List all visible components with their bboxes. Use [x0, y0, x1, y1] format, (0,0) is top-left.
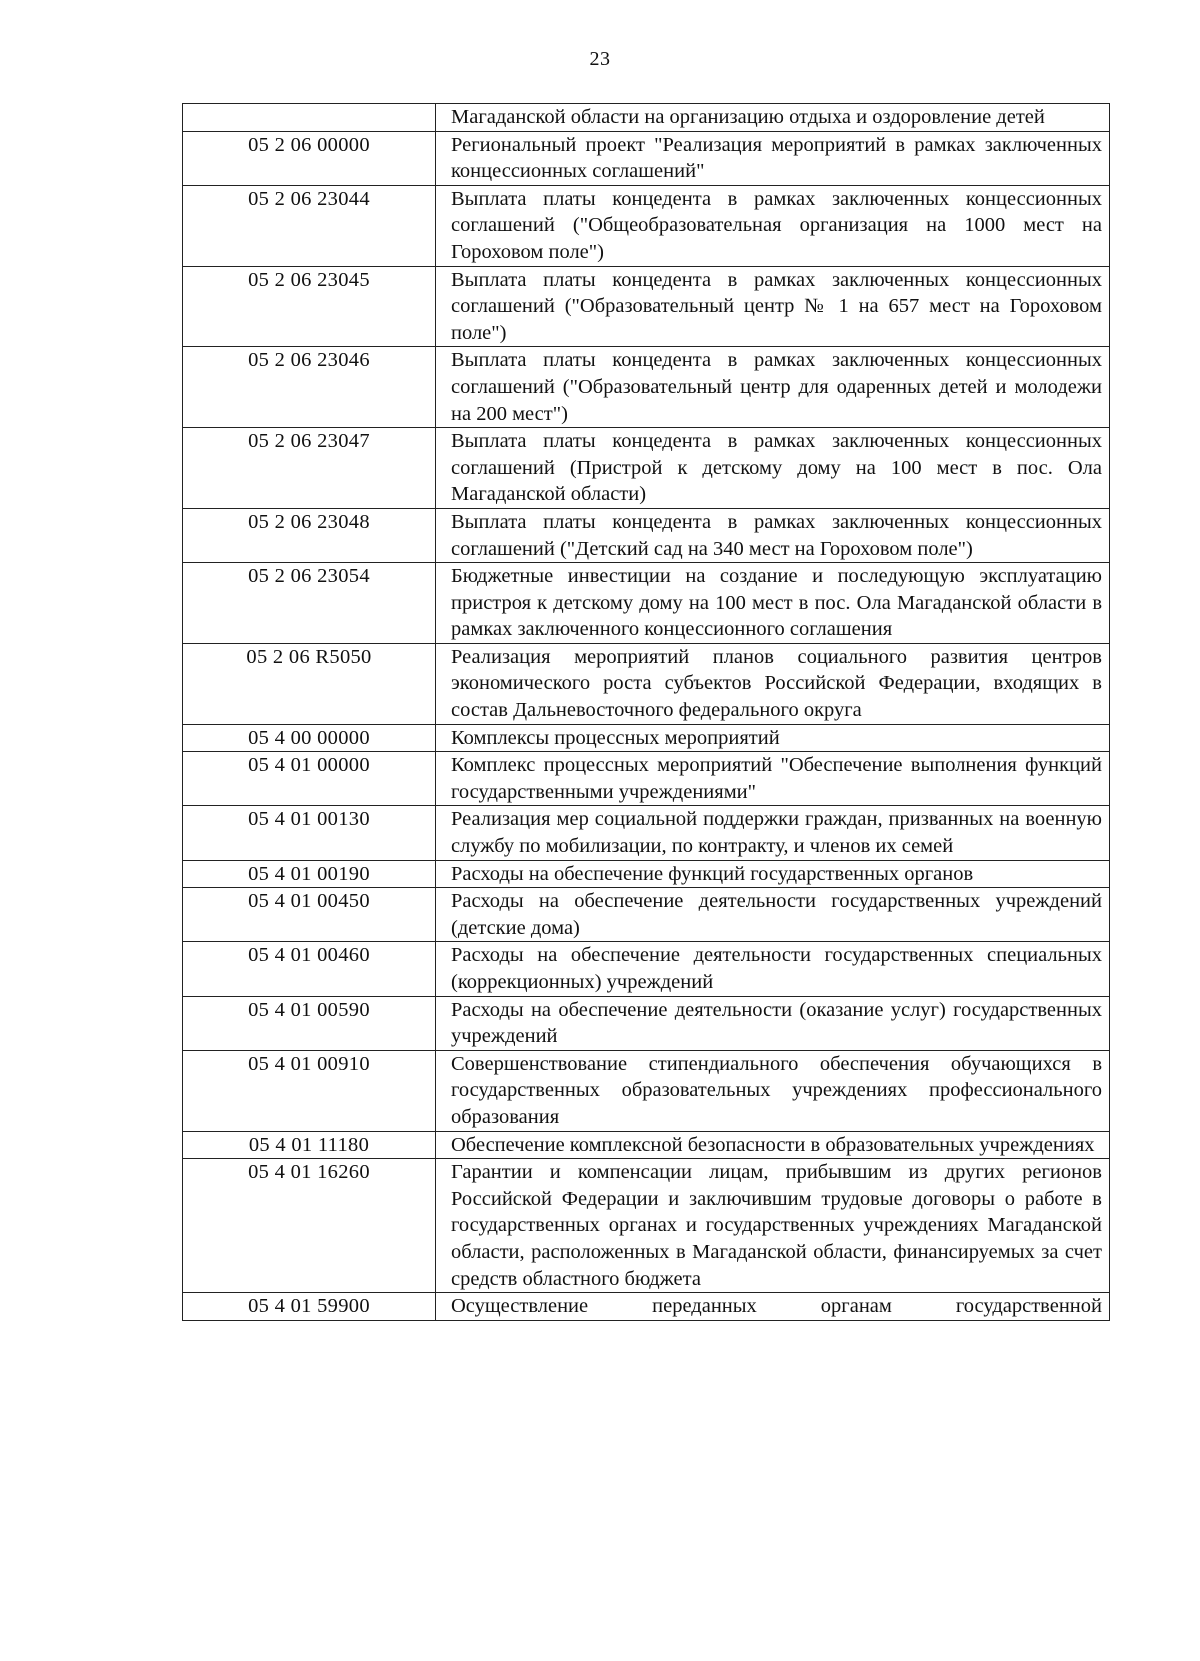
description-cell: Выплата платы концедента в рамках заключенных концессионных соглашений ("Образовательный центр № 1 на 657 мест на Гороховом поле") [436, 266, 1110, 347]
budget-classification-table [182, 103, 1110, 1321]
table-row [183, 996, 1110, 1050]
description-cell: Расходы на обеспечение функций государственных органов [436, 860, 1110, 888]
table-row [183, 724, 1110, 752]
code-cell: 05 4 01 16260 [183, 1159, 436, 1293]
code-cell: 05 2 06 00000 [183, 131, 436, 185]
code-cell: 05 2 06 R5050 [183, 643, 436, 724]
table-row [183, 185, 1110, 266]
description-cell: Расходы на обеспечение деятельности (оказание услуг) государственных учреждений [436, 996, 1110, 1050]
table-row [183, 1050, 1110, 1131]
table-row [183, 266, 1110, 347]
table-row [183, 1293, 1110, 1321]
table-row [183, 643, 1110, 724]
description-cell: Расходы на обеспечение деятельности государственных специальных (коррекционных) учреждений [436, 942, 1110, 996]
code-cell: 05 2 06 23044 [183, 185, 436, 266]
code-cell: 05 4 00 00000 [183, 724, 436, 752]
description-cell: Магаданской области на организацию отдыха и оздоровление детей [436, 104, 1110, 132]
code-cell: 05 4 01 00190 [183, 860, 436, 888]
description-cell: Выплата платы концедента в рамках заключенных концессионных соглашений (Пристрой к детскому дому на 100 мест в пос. Ола Магаданской области) [436, 428, 1110, 509]
table-row [183, 1159, 1110, 1293]
code-cell: 05 2 06 23045 [183, 266, 436, 347]
description-cell: Комплексы процессных мероприятий [436, 724, 1110, 752]
code-cell: 05 4 01 00130 [183, 806, 436, 860]
code-cell: 05 2 06 23048 [183, 508, 436, 562]
code-cell: 05 2 06 23046 [183, 347, 436, 428]
description-cell: Выплата платы концедента в рамках заключенных концессионных соглашений ("Образовательный центр для одаренных детей и молодежи на 200 мест") [436, 347, 1110, 428]
description-cell: Выплата платы концедента в рамках заключенных концессионных соглашений ("Общеобразовательная организация на 1000 мест на Гороховом поле") [436, 185, 1110, 266]
code-cell: 05 4 01 00590 [183, 996, 436, 1050]
table-row [183, 752, 1110, 806]
code-cell [183, 104, 436, 132]
description-cell: Комплекс процессных мероприятий "Обеспечение выполнения функций государственными учреждениями" [436, 752, 1110, 806]
description-cell: Гарантии и компенсации лицам, прибывшим из других регионов Российской Федерации и заключившим трудовые договоры о работе в государственных органах и государственных учреждениях Магаданской области, расположенных в Магаданской области, финансируемых за счет средств областного бюджета [436, 1159, 1110, 1293]
code-cell: 05 4 01 00460 [183, 942, 436, 996]
code-cell: 05 2 06 23047 [183, 428, 436, 509]
table-row [183, 806, 1110, 860]
table-row [183, 131, 1110, 185]
page-number: 23 [589, 48, 611, 70]
description-cell: Совершенствование стипендиального обеспечения обучающихся в государственных образовательных учреждениях профессионального образования [436, 1050, 1110, 1131]
description-cell: Бюджетные инвестиции на создание и последующую эксплуатацию пристроя к детскому дому на 100 мест в пос. Ола Магаданской области в рамках заключенного концессионного соглашения [436, 563, 1110, 644]
table-row [183, 942, 1110, 996]
description-cell: Расходы на обеспечение деятельности государственных учреждений (детские дома) [436, 888, 1110, 942]
code-cell: 05 4 01 00450 [183, 888, 436, 942]
table-row [183, 104, 1110, 132]
code-cell: 05 2 06 23054 [183, 563, 436, 644]
description-cell: Реализация мер социальной поддержки граждан, призванных на военную службу по мобилизации, по контракту, и членов их семей [436, 806, 1110, 860]
description-cell: Обеспечение комплексной безопасности в образовательных учреждениях [436, 1131, 1110, 1159]
description-cell: Выплата платы концедента в рамках заключенных концессионных соглашений ("Детский сад на 340 мест на Гороховом поле") [436, 508, 1110, 562]
table-row [183, 860, 1110, 888]
code-cell: 05 4 01 11180 [183, 1131, 436, 1159]
description-cell: Осуществление переданных органам государственной [436, 1293, 1110, 1321]
table-row [183, 563, 1110, 644]
table-row [183, 888, 1110, 942]
description-cell: Региональный проект "Реализация мероприятий в рамках заключенных концессионных соглашений" [436, 131, 1110, 185]
code-cell: 05 4 01 59900 [183, 1293, 436, 1321]
code-cell: 05 4 01 00910 [183, 1050, 436, 1131]
table-row [183, 428, 1110, 509]
table-row [183, 347, 1110, 428]
table-row [183, 1131, 1110, 1159]
description-cell: Реализация мероприятий планов социального развития центров экономического роста субъектов Российской Федерации, входящих в состав Дальневосточного федерального округа [436, 643, 1110, 724]
code-cell: 05 4 01 00000 [183, 752, 436, 806]
table-row [183, 508, 1110, 562]
